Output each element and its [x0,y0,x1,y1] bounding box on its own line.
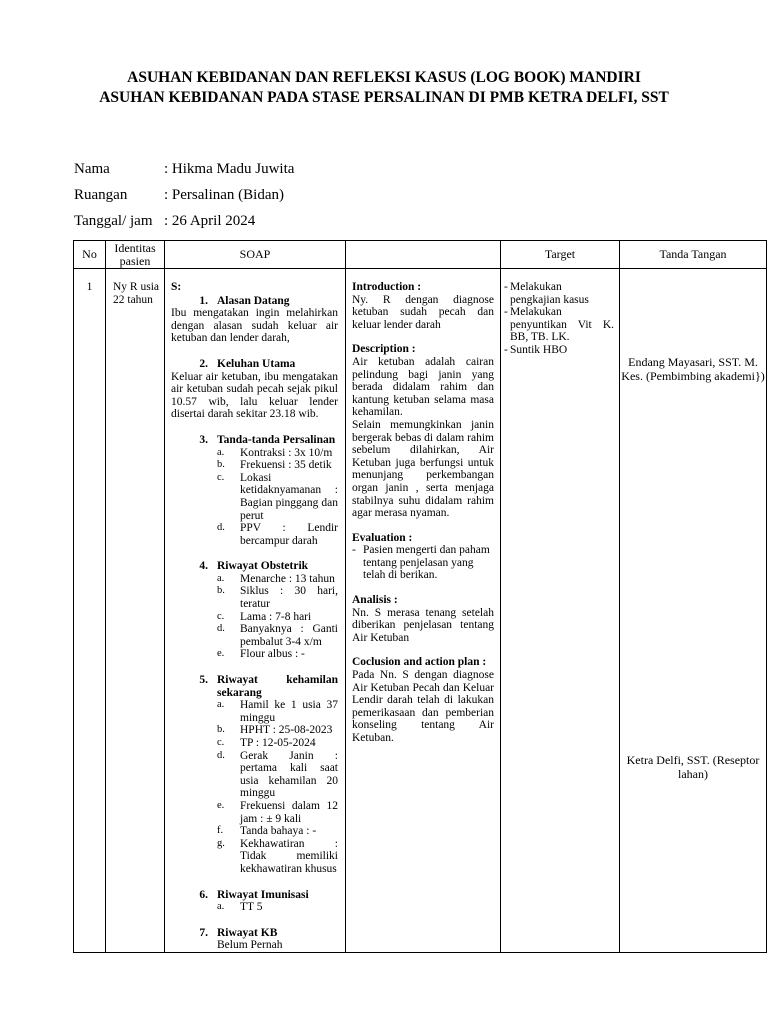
list-item: f. Tanda bahaya : - [217,825,317,838]
info-nama [74,160,294,178]
list-item: d. Gerak Janin : pertama kali saat usia kehamilan 20 minggu [217,749,338,800]
tanggal-label: Tanggal/ jam [74,213,153,229]
section-keluhan-utama: 2. Keluhan Utama [199,357,296,370]
description-title: Description : [352,343,416,356]
list-item: c. Lokasi ketidaknyamanan : Bagian pinggang dan perut [217,471,338,522]
list-item: b. Frekuensi : 35 detik [217,459,332,472]
header-tanda-tangan: Tanda Tangan [620,241,767,269]
ruangan-label: Ruangan [74,187,128,203]
evaluation-title: Evaluation : [352,531,413,544]
conclusion-text: Pada Nn. S dengan diagnose Air Ketuban Pecah dan Keluar Lendir darah telah di lakukan pemerikasaan dan pemberian konseling tentang Air Ketuban. [352,669,494,744]
evaluation-item: - Pasien mengerti dan paham tentang penjelasan yang telah di berikan. [352,544,490,582]
list-item: c. TP : 12-05-2024 [217,737,316,749]
header-target: Target [501,241,620,269]
list-item: c. Lama : 7-8 hari [217,610,312,623]
nama-label: Nama [74,161,110,177]
list-item: a. TT 5 [217,901,263,914]
signature-cell [620,269,767,953]
document-title-line2: ASUHAN KEBIDANAN PADA STASE PERSALINAN DI PMB KETRA DELFI, SST [99,89,669,106]
header-soap: SOAP [165,241,346,269]
target-item: - Suntik HBO [504,343,568,356]
soap-cell [165,269,346,953]
keluhan-utama-text: Keluar air ketuban, ibu mengatakan air ketuban sudah pecah sejak pikul 10.57 wib, lalu keluar lender disertai darah sekitar 23.18 wib. [171,370,338,421]
refleksi-cell [346,269,501,953]
alasan-datang-text: Ibu mengatakan ingin melahirkan dengan alasan sudah keluar air ketuban dan lender darah, [171,307,338,345]
riwayat-kb-text: Belum Pernah [217,939,283,952]
introduction-title: Introduction : [352,281,422,293]
table-header-row [74,241,767,269]
section-alasan-datang: 1. Alasan Datang [199,294,290,307]
info-tanggal [74,212,255,230]
target-item: - Melakukan penyuntikan Vit K. BB, TB. LK. [504,306,614,344]
section-riwayat-kehamilan: 5. Riwayat kehamilan sekarang [199,674,338,699]
target-cell [501,269,620,953]
description-text-1: Air ketuban adalah cairan pelindung bagi janin yang berada didalam rahim dan kantung ketuban selama masa kehamilan. [352,355,494,419]
list-item: d. PPV : Lendir bercampur darah [217,522,338,547]
header-identitas: Identitas pasien [106,241,165,269]
list-item: b. Siklus : 30 hari, teratur [217,585,338,611]
info-ruangan [74,186,284,204]
conclusion-title: Coclusion and action plan : [352,656,487,669]
section-riwayat-imunisasi: 6. Riwayat Imunisasi [199,888,309,901]
ruangan-value: : Persalinan (Bidan) [164,187,284,203]
description-text-2: Selain memungkinkan janin bergerak bebas di dalam rahim sebelum dilahirkan, Air Ketuban juga berfungsi untuk menunjang perkembangan organ janin , serta menjaga stabilnya suhu didalam rahim agar merasa nyaman. [352,418,494,520]
analisis-title: Analisis : [352,594,398,607]
document-title-line1: ASUHAN KEBIDANAN DAN REFLEKSI KASUS (LOG BOOK) MANDIRI [127,69,641,86]
list-item: e. Frekuensi dalam 12 jam : ± 9 kali [217,799,338,825]
section-riwayat-obstetrik: 4. Riwayat Obstetrik [199,560,309,573]
signature-pembimbing: Endang Mayasari, SST. M. Kes. (Pembimbing akademi}) [621,355,765,383]
list-item: g. Kekhawatiran : Tidak memiliki kekhawatiran khusus [217,837,338,875]
table-row [74,269,767,953]
list-item: b. HPHT : 25-08-2023 [217,724,333,737]
signature-reseptor: Ketra Delfi, SST. (Reseptor lahan) [626,753,760,781]
section-tanda-persalinan: 3. Tanda-tanda Persalinan [199,433,336,446]
analisis-text: Nn. S merasa tenang setelah diberikan penjelasan tentang Air Ketuban [352,606,494,644]
header-blank [346,241,501,269]
patient-identity: Ny R usia 22 tahun [106,269,165,953]
list-item: d. Banyaknya : Ganti pembalut 3-4 x/m [217,623,338,648]
nama-value: : Hikma Madu Juwita [164,161,295,177]
tanggal-value: : 26 April 2024 [164,213,256,229]
list-item: e. Flour albus : - [217,648,305,661]
logbook-table [73,240,767,953]
row-number: 1 [74,269,106,953]
section-riwayat-kb: 7. Riwayat KB [199,926,278,939]
list-item: a. Menarche : 13 tahun [217,572,335,585]
list-item: a. Kontraksi : 3x 10/m [217,446,333,459]
introduction-text: Ny. R dengan diagnose ketuban sudah pecah dan keluar lender darah [352,293,494,331]
target-item: - Melakukan pengkajian kasus [504,281,589,306]
list-item: a. Hamil ke 1 usia 37 minggu [217,699,338,724]
soap-s-label: S: [171,281,182,293]
header-no: No [74,241,106,269]
